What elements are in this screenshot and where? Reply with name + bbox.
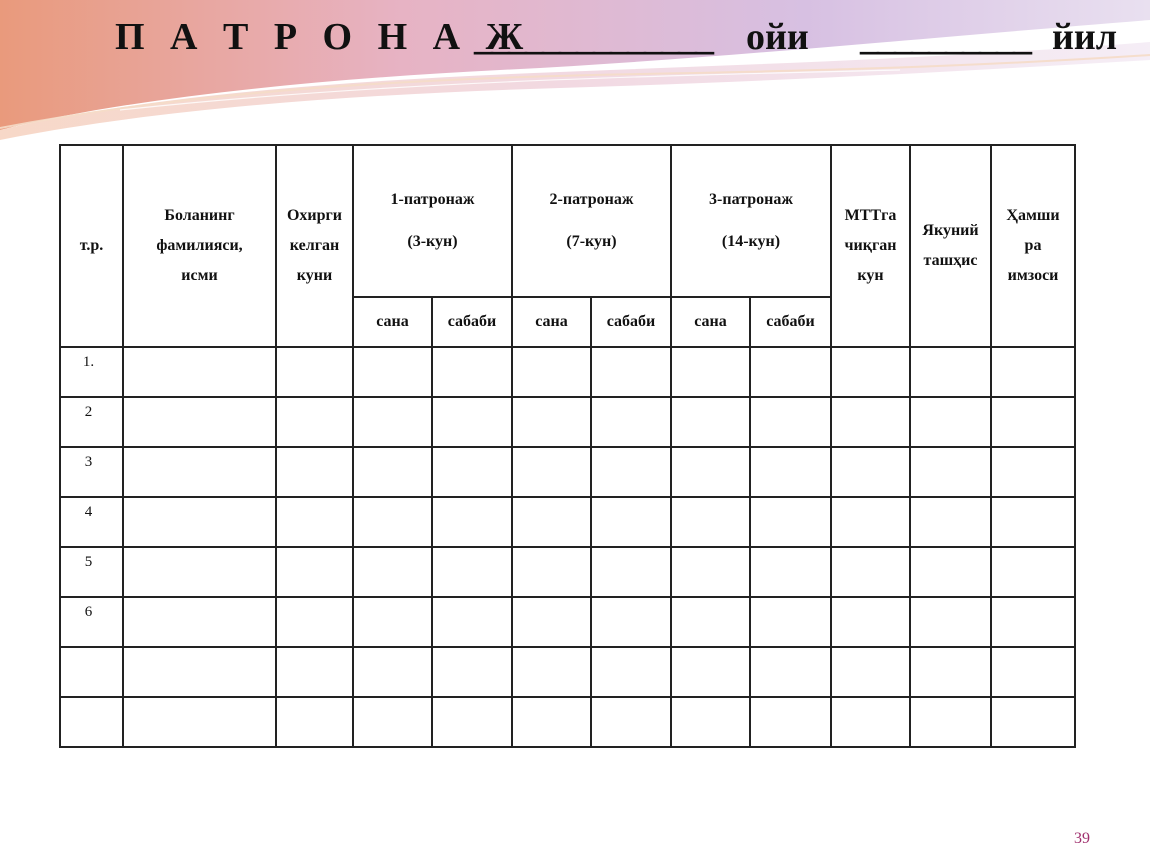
empty-entry-cell[interactable] [432,697,512,747]
empty-entry-cell[interactable] [671,497,750,547]
row-number-cell: 1. [60,347,123,397]
table-row [60,547,1075,597]
empty-entry-cell[interactable] [432,647,512,697]
empty-entry-cell[interactable] [591,597,671,647]
empty-entry-cell[interactable] [910,597,991,647]
empty-entry-cell[interactable] [750,697,831,747]
empty-entry-cell[interactable] [432,347,512,397]
empty-entry-cell[interactable] [750,397,831,447]
empty-entry-cell[interactable] [123,597,276,647]
table-row [60,497,1075,547]
empty-entry-cell[interactable] [991,547,1075,597]
empty-entry-cell[interactable] [910,497,991,547]
table-row [60,447,1075,497]
empty-entry-cell[interactable] [750,547,831,597]
empty-entry-cell[interactable] [750,447,831,497]
empty-entry-cell[interactable] [671,647,750,697]
row-number-cell: 5 [60,547,123,597]
empty-entry-cell[interactable] [123,347,276,397]
col-header-patronage-3: 3-патронаж (14-кун) [671,145,831,297]
empty-entry-cell[interactable] [353,447,432,497]
empty-entry-cell[interactable] [910,647,991,697]
subheader-date: сана [671,297,750,347]
empty-entry-cell[interactable] [991,647,1075,697]
empty-entry-cell[interactable] [123,647,276,697]
page-number: 39 [1074,830,1090,847]
title-year-blank: __________ [860,16,1030,58]
row-number-cell: 4 [60,497,123,547]
empty-entry-cell[interactable] [512,697,591,747]
title-main: П А Т Р О Н А Ж [115,16,532,58]
empty-entry-cell[interactable] [123,497,276,547]
empty-entry-cell[interactable] [123,447,276,497]
empty-entry-cell[interactable] [512,647,591,697]
table-row [60,397,1075,447]
col-header-final-diagnosis: Якуний ташҳис [910,145,991,347]
subheader-date: сана [512,297,591,347]
table-row [60,597,1075,647]
col-header-num: т.р. [60,145,123,347]
empty-entry-cell[interactable] [276,347,353,397]
empty-entry-cell[interactable] [991,497,1075,547]
empty-entry-cell[interactable] [276,497,353,547]
empty-entry-cell[interactable] [991,397,1075,447]
empty-entry-cell[interactable] [910,697,991,747]
empty-entry-cell[interactable] [432,397,512,447]
empty-entry-cell[interactable] [671,447,750,497]
empty-entry-cell[interactable] [432,447,512,497]
empty-entry-cell[interactable] [831,547,910,597]
empty-entry-cell[interactable] [831,447,910,497]
empty-entry-cell[interactable] [671,397,750,447]
row-number-cell: 2 [60,397,123,447]
empty-entry-cell[interactable] [276,697,353,747]
col-header-nurse-signature: Ҳамши ра имзоси [991,145,1075,347]
empty-entry-cell[interactable] [671,597,750,647]
empty-entry-cell[interactable] [910,347,991,397]
col-header-child-name: Боланинг фамилияси, исми [123,145,276,347]
col-header-patronage-1: 1-патронаж (3-кун) [353,145,512,297]
header-row-top [60,145,1075,297]
empty-entry-cell[interactable] [353,347,432,397]
empty-entry-cell[interactable] [671,697,750,747]
col-header-mtt-day: МТТга чиқган кун [831,145,910,347]
page-title [0,12,1150,62]
empty-entry-cell[interactable] [276,547,353,597]
row-number-cell [60,647,123,697]
empty-entry-cell[interactable] [750,597,831,647]
empty-entry-cell[interactable] [512,597,591,647]
empty-entry-cell[interactable] [750,347,831,397]
col-header-last-visit: Охирги келган куни [276,145,353,347]
empty-entry-cell[interactable] [831,347,910,397]
empty-entry-cell[interactable] [591,347,671,397]
empty-entry-cell[interactable] [831,697,910,747]
subheader-date: сана [353,297,432,347]
empty-entry-cell[interactable] [276,597,353,647]
empty-entry-cell[interactable] [910,547,991,597]
empty-entry-cell[interactable] [750,647,831,697]
empty-entry-cell[interactable] [512,397,591,447]
subheader-reason: сабаби [432,297,512,347]
empty-entry-cell[interactable] [831,497,910,547]
title-month-blank: ______________ [474,16,712,58]
empty-entry-cell[interactable] [591,497,671,547]
empty-entry-cell[interactable] [831,597,910,647]
empty-entry-cell[interactable] [591,647,671,697]
empty-entry-cell[interactable] [991,347,1075,397]
empty-entry-cell[interactable] [353,647,432,697]
empty-entry-cell[interactable] [591,547,671,597]
empty-entry-cell[interactable] [353,497,432,547]
empty-entry-cell[interactable] [671,547,750,597]
table-row [60,347,1075,397]
empty-entry-cell[interactable] [591,447,671,497]
row-number-cell [60,697,123,747]
empty-entry-cell[interactable] [750,497,831,547]
empty-entry-cell[interactable] [831,647,910,697]
row-number-cell: 3 [60,447,123,497]
empty-entry-cell[interactable] [512,347,591,397]
title-year-label: йил [1052,16,1118,58]
empty-entry-cell[interactable] [432,597,512,647]
empty-entry-cell[interactable] [512,497,591,547]
empty-entry-cell[interactable] [353,397,432,447]
subheader-reason: сабаби [591,297,671,347]
empty-entry-cell[interactable] [991,697,1075,747]
table-row [60,697,1075,747]
empty-entry-cell[interactable] [591,697,671,747]
empty-entry-cell[interactable] [591,397,671,447]
empty-entry-cell[interactable] [671,347,750,397]
empty-entry-cell[interactable] [123,547,276,597]
empty-entry-cell[interactable] [910,397,991,447]
empty-entry-cell[interactable] [432,547,512,597]
empty-entry-cell[interactable] [991,447,1075,497]
empty-entry-cell[interactable] [831,397,910,447]
empty-entry-cell[interactable] [276,447,353,497]
col-header-patronage-2: 2-патронаж (7-кун) [512,145,671,297]
empty-entry-cell[interactable] [276,397,353,447]
empty-entry-cell[interactable] [512,447,591,497]
empty-entry-cell[interactable] [910,447,991,497]
empty-entry-cell[interactable] [353,697,432,747]
subheader-reason: сабаби [750,297,831,347]
empty-entry-cell[interactable] [123,397,276,447]
empty-entry-cell[interactable] [353,547,432,597]
patronage-table [59,144,1076,748]
empty-entry-cell[interactable] [512,547,591,597]
empty-entry-cell[interactable] [353,597,432,647]
table-body [60,347,1075,747]
title-month-label: ойи [746,16,809,58]
empty-entry-cell[interactable] [123,697,276,747]
empty-entry-cell[interactable] [276,647,353,697]
table-row [60,647,1075,697]
empty-entry-cell[interactable] [991,597,1075,647]
row-number-cell: 6 [60,597,123,647]
empty-entry-cell[interactable] [432,497,512,547]
